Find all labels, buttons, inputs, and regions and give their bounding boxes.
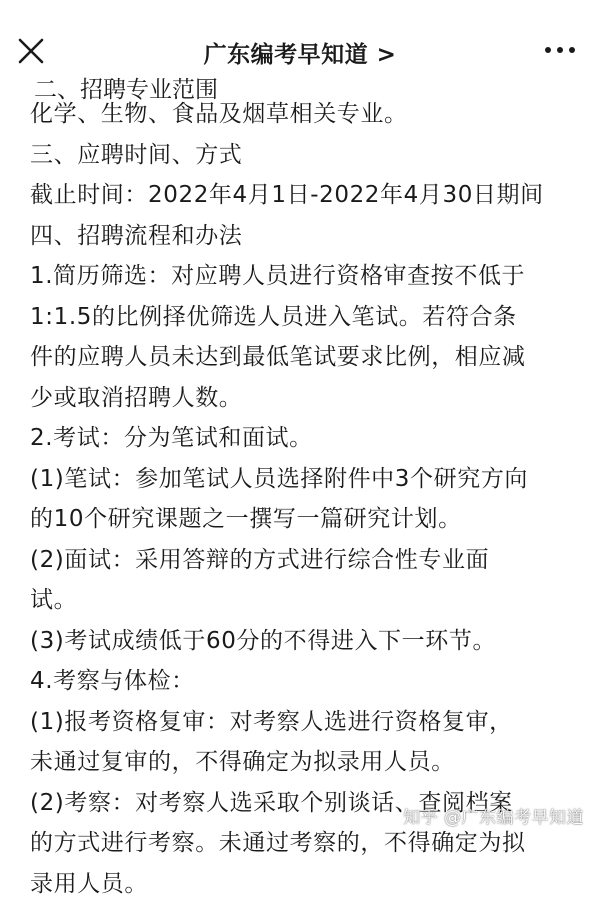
article-line: (3)考试成绩低于60分的不得进入下一环节。 [30,621,590,662]
article-line: 截止时间：2022年4月1日-2022年4月30日期间 [30,175,590,216]
article-line: 1:1.5的比例择优筛选人员进入笔试。若符合条 [30,297,590,338]
article-body [30,94,590,904]
article-line: (1)笔试：参加笔试人员选择附件中3个研究方向 [30,459,590,500]
article-line: 录用人员。 [30,864,590,904]
article-line: 试。 [30,580,590,621]
article-line: 1.简历筛选：对应聘人员进行资格审查按不低于 [30,256,590,297]
section-heading: 三、应聘时间、方式 [30,135,590,176]
source-watermark: 知乎 @广东编考早知道 [403,803,584,828]
more-options-button[interactable] [542,38,578,62]
article-line: 的10个研究课题之一撰写一篇研究计划。 [30,499,590,540]
clipped-heading: 二、招聘专业范围 [34,72,218,104]
article-line: 少或取消招聘人数。 [30,378,590,419]
article-line: 的方式进行考察。未通过考察的，不得确定为拟 [30,823,590,864]
article-line: 4.考察与体检： [30,661,590,702]
article-line: 化学、生物、食品及烟草相关专业。 [30,94,590,135]
article-line: (2)面试：采用答辩的方式进行综合性专业面 [30,540,590,581]
article-line: 2.考试：分为笔试和面试。 [30,418,590,459]
account-title-link[interactable]: 广东编考早知道 > [0,36,600,69]
article-line: (1)报考资格复审：对考察人选进行资格复审， [30,702,590,743]
article-line: (2)考察：对考察人选采取个别谈话、查阅档案 [30,783,590,824]
more-horizontal-icon [542,38,578,62]
article-line: 件的应聘人员未达到最低笔试要求比例，相应减 [30,337,590,378]
section-heading: 四、招聘流程和办法 [30,216,590,257]
article-line: 未通过复审的，不得确定为拟录用人员。 [30,742,590,783]
